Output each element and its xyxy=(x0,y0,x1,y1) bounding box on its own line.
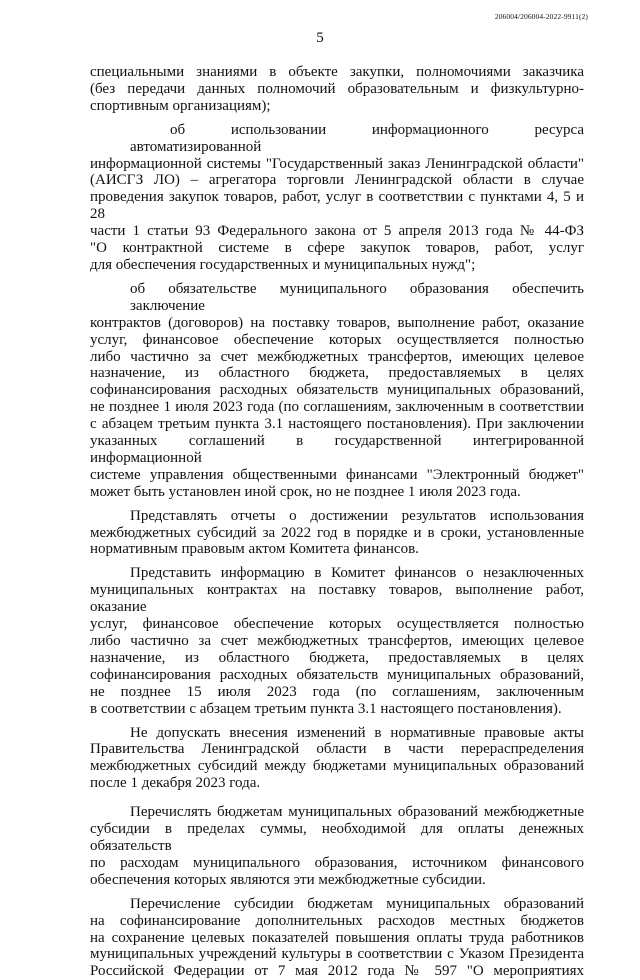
text-line: Не допускать внесения изменений в нормативные правовые акты xyxy=(130,724,584,741)
text-line: софинансирования расходных обязательств муниципальных образований, xyxy=(90,382,584,399)
text-line: контрактов (договоров) на поставку товаров, выполнение работ, оказание xyxy=(90,314,584,331)
text-line: указанных соглашений в государственной интегрированной информационной xyxy=(90,433,584,466)
document-code: 206004/206004-2022-9911(2) xyxy=(494,12,588,21)
text-line: специальными знаниями в объекте закупки, полномочиями заказчика xyxy=(90,64,584,80)
text-line: Представлять отчеты о достижении результатов использования xyxy=(130,507,584,524)
paragraph xyxy=(90,565,584,717)
text-line: обеспечения которых являются эти межбюджетные субсидии. xyxy=(90,871,486,888)
text-line: межбюджетных субсидий между бюджетами муниципальных образований xyxy=(90,758,584,775)
text-line: с абзацем третьим пункта 3.1 настоящего постановления). При заключении xyxy=(90,416,584,433)
text-line: системе управления общественными финансами "Электронный бюджет" xyxy=(90,466,584,483)
text-line: об обязательстве муниципального образования обеспечить заключение xyxy=(130,280,584,314)
text-line: об использовании информационного ресурса автоматизированной xyxy=(130,121,584,155)
text-line: после 1 декабря 2023 года. xyxy=(90,775,261,792)
text-line: софинансирования расходных обязательств муниципальных образований, xyxy=(90,666,584,683)
text-line: Правительства Ленинградской области в части перераспределения xyxy=(90,741,584,758)
text-line: для обеспечения государственных и муниципальных нужд"; xyxy=(90,256,476,273)
text-line: Российской Федерации от 7 мая 2012 года № 597 "О мероприятиях xyxy=(90,963,584,980)
paragraph xyxy=(90,725,584,793)
text-line: по расходам муниципального образования, источником финансового xyxy=(90,854,584,871)
text-line: в соответствии с абзацем третьим пункта 3.1 настоящего постановления). xyxy=(90,700,562,717)
text-line: Представить информацию в Комитет финансов о незаключенных xyxy=(130,565,584,582)
text-line: назначение, из областного бюджета, предоставляемых в целях xyxy=(90,365,584,382)
text-line: спортивным организациям); xyxy=(90,97,271,114)
text-line: не позднее 1 июля 2023 года (по соглашениям, заключенным в соответствии xyxy=(90,399,584,416)
text-line: не позднее 15 июля 2023 года (по соглашениям, заключенным xyxy=(90,683,584,700)
text-line: услуг, финансовое обеспечение которых осуществляется полностью xyxy=(90,331,584,348)
text-line: муниципальных учреждений культуры в соответствии с Указом Президента xyxy=(90,946,584,963)
document-body xyxy=(90,64,584,980)
page-number: 5 xyxy=(316,30,324,46)
text-line: нормативным правовым актом Комитета финансов. xyxy=(90,541,419,558)
text-line: части 1 статьи 93 Федерального закона от 5 апреля 2013 года № 44-ФЗ xyxy=(90,223,584,240)
paragraph xyxy=(90,122,584,274)
text-line: на сохранение целевых показателей повышения оплаты труда работников xyxy=(90,929,584,946)
text-line: либо частично за счет межбюджетных трансфертов, имеющих целевое xyxy=(90,348,584,365)
paragraph xyxy=(90,281,584,501)
text-line: проведения закупок товаров, работ, услуг в соответствии с пунктами 4, 5 и 28 xyxy=(90,189,584,223)
text-line: межбюджетных субсидий за 2022 год в порядке и в сроки, установленные xyxy=(90,524,584,541)
text-line: услуг, финансовое обеспечение которых осуществляется полностью xyxy=(90,616,584,633)
text-line: назначение, из областного бюджета, предоставляемых в целях xyxy=(90,649,584,666)
text-line: муниципальных контрактах на поставку товаров, выполнение работ, оказание xyxy=(90,582,584,616)
text-line: "О контрактной системе в сфере закупок товаров, работ, услуг xyxy=(90,240,584,257)
text-line: Перечислять бюджетам муниципальных образований межбюджетные xyxy=(130,804,584,821)
paragraph xyxy=(90,64,584,115)
text-line: на софинансирование дополнительных расходов местных бюджетов xyxy=(90,912,584,929)
text-line: либо частично за счет межбюджетных трансфертов, имеющих целевое xyxy=(90,633,584,649)
text-line: субсидии в пределах суммы, необходимой для оплаты денежных обязательств xyxy=(90,821,584,854)
paragraph xyxy=(90,804,584,889)
paragraph xyxy=(90,896,584,980)
text-line: (без передачи данных полномочий образовательным и физкультурно- xyxy=(90,80,584,97)
text-line: (АИСГЗ ЛО) – агрегатора торговли Ленинградской области в случае xyxy=(90,172,584,189)
text-line: Перечисление субсидии бюджетам муниципальных образований xyxy=(130,895,584,912)
paragraph xyxy=(90,508,584,559)
text-line: может быть установлен иной срок, но не позднее 1 июля 2023 года. xyxy=(90,483,521,500)
text-line: информационной системы "Государственный заказ Ленинградской области" xyxy=(90,155,584,172)
